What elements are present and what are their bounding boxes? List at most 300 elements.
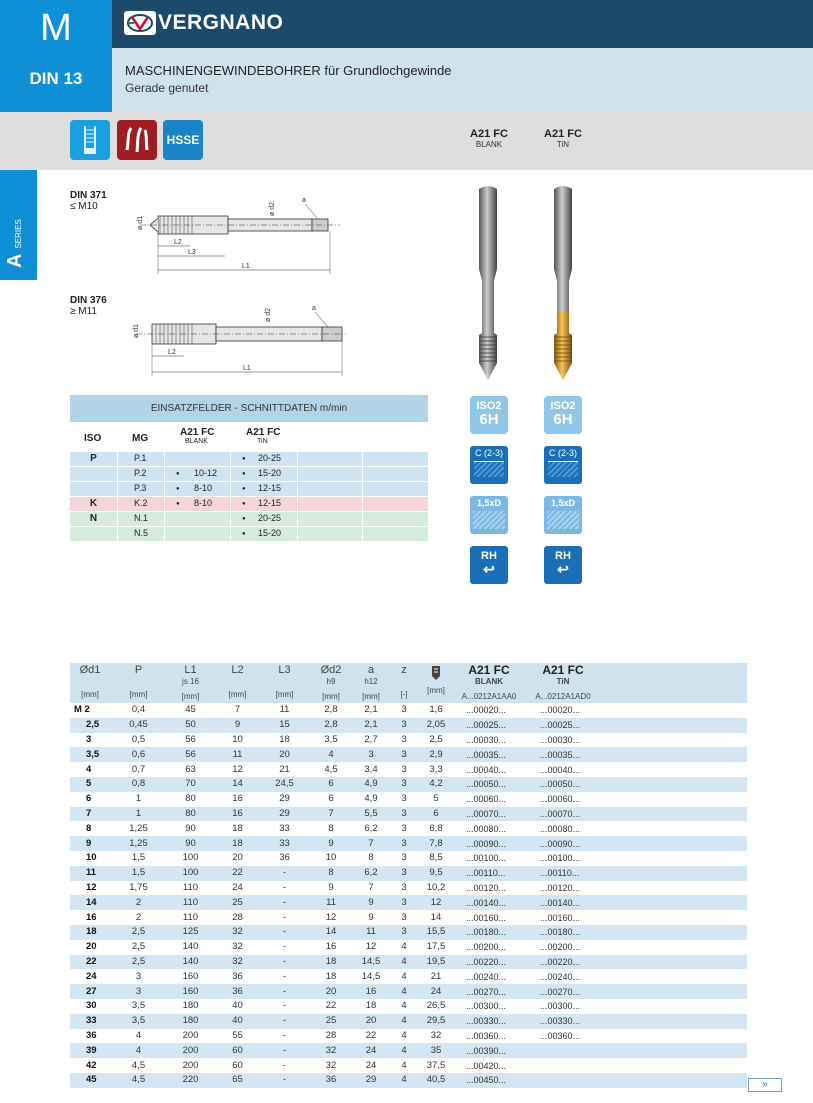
thread-type-box xyxy=(0,0,112,112)
table-cell: 10,2 xyxy=(426,881,446,893)
table-cell: 22 xyxy=(214,866,261,881)
thread-size: 12 xyxy=(86,881,97,893)
table-cell: 2,8 xyxy=(324,704,338,716)
din-376-label xyxy=(70,295,107,317)
rotation-arrow-icon: ↩ xyxy=(483,561,495,577)
dim-l2-label: L2 xyxy=(168,349,176,356)
iso-tolerance-badge xyxy=(470,396,508,434)
empty-cell xyxy=(674,999,747,1014)
col-mg: MG xyxy=(132,433,149,444)
table-cell: 36 xyxy=(214,984,261,999)
table-cell: 37,5 xyxy=(426,1059,446,1071)
thread-size: 33 xyxy=(70,1014,110,1029)
blind-hole-icon xyxy=(70,120,110,160)
column-tolerance xyxy=(110,676,167,685)
din-376-standard: DIN 376 xyxy=(70,295,107,306)
din-371-standard: DIN 371 xyxy=(70,190,107,201)
empty-cell xyxy=(600,747,674,762)
article-code: ...00030... xyxy=(540,734,581,745)
table-row xyxy=(70,881,747,896)
article-code: ...00360... xyxy=(466,1030,507,1041)
table-header xyxy=(70,663,747,703)
empty-cell xyxy=(674,1073,747,1088)
table-cell: 3 xyxy=(401,852,407,864)
empty-cell xyxy=(600,1073,674,1088)
cutting-data-row xyxy=(70,452,428,467)
empty-cell xyxy=(674,821,747,836)
table-cell: 8 xyxy=(328,822,334,834)
table-cell: 25 xyxy=(308,1014,354,1029)
table-cell: 10 xyxy=(325,852,337,864)
empty-cell xyxy=(600,777,674,792)
dim-l2-label: L2 xyxy=(174,239,182,246)
article-code: ...00035... xyxy=(452,747,526,762)
table-cell: 15,5 xyxy=(420,925,452,940)
thread-size: 22 xyxy=(70,955,110,970)
empty-cell xyxy=(600,807,674,822)
product-title: MASCHINENGEWINDEBOHRER für Grundlochgewinde xyxy=(125,63,452,78)
thread-size: M 2 xyxy=(74,704,90,716)
column-label: a xyxy=(367,664,375,676)
chamfer-label: C (2-3) xyxy=(474,448,503,458)
table-cell: 32 xyxy=(325,1059,337,1071)
table-cell: 63 xyxy=(185,763,196,775)
tool-header-blank xyxy=(454,128,524,149)
column-label: Ød1 xyxy=(79,664,101,676)
table-cell: 45 xyxy=(185,704,196,716)
column-label: z xyxy=(401,664,407,676)
table-cell: - xyxy=(261,925,308,940)
table-cell: 29 xyxy=(354,1073,388,1088)
iso-class-bottom: 6H xyxy=(553,411,573,428)
empty-cell xyxy=(600,895,674,910)
table-cell: 4 xyxy=(135,1029,142,1041)
table-cell: 4,5 xyxy=(324,763,338,775)
table-cell: 5 xyxy=(433,793,439,805)
table-cell: 3 xyxy=(401,733,407,745)
table-cell: 4 xyxy=(388,1014,420,1029)
table-cell: 100 xyxy=(182,852,199,864)
table-cell: 4 xyxy=(388,955,420,970)
article-code: ...00330... xyxy=(526,1014,600,1029)
table-cell: 24 xyxy=(232,881,243,893)
table-cell: 6,2 xyxy=(364,822,378,834)
table-cell: 110 xyxy=(182,911,199,923)
series-tab xyxy=(0,170,37,280)
article-code: ...00025... xyxy=(452,718,526,733)
thread-size: 30 xyxy=(86,1000,97,1012)
table-cell: 36 xyxy=(308,1073,354,1088)
column-unit: [mm] xyxy=(322,692,340,701)
tool-image-blank xyxy=(470,185,506,381)
depth-badge xyxy=(470,496,508,534)
table-cell: 7 xyxy=(354,836,388,851)
column-tolerance xyxy=(214,676,261,685)
speed-tin: 12-15 xyxy=(258,498,282,508)
table-cell: 0,5 xyxy=(131,733,146,745)
chamfer-badge xyxy=(470,446,508,484)
table-cell: 29,5 xyxy=(420,1014,452,1029)
dim-a-label: a xyxy=(312,305,316,312)
table-cell: 40,5 xyxy=(420,1073,452,1088)
table-cell: 125 xyxy=(167,925,214,940)
table-cell: - xyxy=(282,911,287,923)
table-cell: 0,7 xyxy=(131,763,146,775)
empty-cell xyxy=(674,1029,747,1044)
table-cell: 80 xyxy=(185,793,196,805)
table-cell: 2,1 xyxy=(364,704,378,716)
table-cell: 8,5 xyxy=(429,852,443,864)
article-code: ...00360... xyxy=(540,1030,581,1041)
depth-icon xyxy=(473,511,505,529)
article-code: ...00120... xyxy=(466,882,507,893)
table-cell: 12 xyxy=(365,941,377,953)
drill-diameter-icon xyxy=(420,665,452,681)
table-cell: 160 xyxy=(167,984,214,999)
column-tolerance: js 16 xyxy=(182,677,199,686)
thread-size: 3 xyxy=(86,733,92,745)
column-header xyxy=(214,663,261,703)
column-header xyxy=(452,663,526,703)
empty-cell xyxy=(600,999,674,1014)
column-unit: [mm] xyxy=(228,690,247,699)
table-cell: 15 xyxy=(261,718,308,733)
empty-cell xyxy=(674,881,747,896)
empty-cell xyxy=(674,762,747,777)
logo-icon xyxy=(124,11,156,35)
table-cell: 17,5 xyxy=(426,941,446,953)
table-cell: 12 xyxy=(420,895,452,910)
table-cell: 11 xyxy=(308,895,354,910)
thread-size: 2,5 xyxy=(70,718,110,733)
table-cell: 7 xyxy=(368,881,374,893)
table-cell: 7 xyxy=(308,807,354,822)
article-code: ...00025... xyxy=(526,718,600,733)
column-tolerance xyxy=(388,676,420,685)
article-code: ...00300... xyxy=(540,1001,581,1012)
table-cell: 8 xyxy=(368,852,374,864)
usage-dot-icon: ● xyxy=(242,486,246,492)
title-bar xyxy=(112,48,813,112)
table-cell: 7 xyxy=(234,704,241,716)
table-cell: 60 xyxy=(232,1059,243,1071)
col-tool-2-coating: TiN xyxy=(257,438,268,445)
tool-image-tin xyxy=(545,185,581,381)
speed-tin: 20-25 xyxy=(258,453,282,463)
article-code: ...00080... xyxy=(540,823,581,834)
rotation-badge xyxy=(470,546,508,584)
cutting-data-rows xyxy=(70,452,428,542)
table-cell: - xyxy=(261,984,308,999)
article-code: ...00100... xyxy=(540,853,581,864)
column-unit: [-] xyxy=(400,690,408,699)
dimension-table xyxy=(70,663,747,1088)
table-row xyxy=(70,807,747,822)
table-cell: 3,5 xyxy=(131,1000,146,1012)
table-cell: 4,5 xyxy=(131,1059,146,1071)
empty-cell xyxy=(600,851,674,866)
iso-tolerance-badge xyxy=(544,396,582,434)
thread-size: 27 xyxy=(70,984,110,999)
table-cell: 50 xyxy=(167,718,214,733)
col-tool-1-coating: BLANK xyxy=(185,438,208,445)
table-cell: 2,5 xyxy=(131,941,146,953)
column-tolerance xyxy=(70,676,110,685)
article-code: ...00200... xyxy=(540,942,581,953)
speed-tin: 20-25 xyxy=(258,513,282,523)
thread-size: 20 xyxy=(86,941,97,953)
column-header xyxy=(110,663,167,703)
cutting-data-row xyxy=(70,497,428,512)
table-cell: 65 xyxy=(214,1073,261,1088)
series-letter: A xyxy=(4,253,26,268)
article-code: ...00050... xyxy=(452,777,526,792)
table-cell: - xyxy=(282,1029,287,1041)
thread-size: 8 xyxy=(86,822,92,834)
table-cell: 21 xyxy=(279,763,290,775)
empty-cell xyxy=(600,733,674,748)
table-cell: 22 xyxy=(365,1029,377,1041)
table-row xyxy=(70,955,747,970)
iso-group: P xyxy=(90,453,97,464)
table-cell: 20 xyxy=(232,852,243,864)
column-unit: [mm] xyxy=(427,686,445,695)
table-cell: 4 xyxy=(388,1073,420,1088)
din-376-range: ≥ M11 xyxy=(70,306,97,317)
table-cell: 3,4 xyxy=(364,763,378,775)
table-cell: 14 xyxy=(308,925,354,940)
article-code: ...00060... xyxy=(466,794,507,805)
usage-dot-icon: ● xyxy=(242,456,246,462)
dim-d2-label: ø d2 xyxy=(269,201,276,216)
article-code: ...00030... xyxy=(466,734,507,745)
table-cell: 6 xyxy=(308,777,354,792)
dim-d1-label: ø d1 xyxy=(133,323,140,338)
table-cell: 25 xyxy=(214,895,261,910)
chamfer-icon xyxy=(548,461,578,477)
table-row xyxy=(70,792,747,807)
table-cell: 0,6 xyxy=(110,747,167,762)
thread-size: 18 xyxy=(70,925,110,940)
table-row xyxy=(70,969,747,984)
article-code xyxy=(526,1058,600,1073)
table-cell: 3 xyxy=(401,822,407,834)
table-cell: 4,2 xyxy=(420,777,452,792)
cutting-data-title: EINSATZFELDER - SCHNITTDATEN m/min xyxy=(70,395,428,422)
speed-blank: 8-10 xyxy=(194,483,213,493)
table-cell: 4 xyxy=(308,747,354,762)
table-cell: 35 xyxy=(420,1043,452,1058)
iso-class-top: ISO2 xyxy=(550,400,576,412)
article-code: ...00090... xyxy=(452,836,526,851)
table-cell: 32 xyxy=(430,1029,442,1041)
table-row xyxy=(70,777,747,792)
table-cell: - xyxy=(261,955,308,970)
empty-cell xyxy=(600,703,674,718)
table-cell: 180 xyxy=(167,1014,214,1029)
thread-size: 9 xyxy=(70,836,110,851)
empty-cell xyxy=(674,910,747,925)
iso-group: N xyxy=(89,513,98,524)
table-cell: 18 xyxy=(214,836,261,851)
article-code: ...00220... xyxy=(526,955,600,970)
table-cell: 9 xyxy=(308,836,354,851)
next-page-button[interactable]: » xyxy=(748,1078,782,1092)
table-row xyxy=(70,999,747,1014)
table-cell: 32 xyxy=(214,925,261,940)
table-cell: 4 xyxy=(110,1043,167,1058)
table-cell: 16 xyxy=(214,807,261,822)
table-cell: 32 xyxy=(232,941,243,953)
table-cell: 10 xyxy=(232,733,243,745)
empty-cell xyxy=(600,1014,674,1029)
table-cell: 28 xyxy=(325,1029,337,1041)
article-code: ...00060... xyxy=(540,794,581,805)
column-tolerance: TiN xyxy=(556,677,570,686)
table-cell: 3 xyxy=(401,793,407,805)
material-group: N.1 xyxy=(134,513,149,523)
table-cell: 6,2 xyxy=(354,866,388,881)
depth-label: 1,5xD xyxy=(476,498,502,508)
table-cell: 1 xyxy=(135,793,142,805)
table-cell: 24 xyxy=(354,1043,388,1058)
table-cell: - xyxy=(282,970,287,982)
table-cell: 3 xyxy=(354,747,388,762)
empty-cell xyxy=(674,969,747,984)
table-cell: 9 xyxy=(214,718,261,733)
table-body xyxy=(70,703,747,1088)
usage-dot-icon: ● xyxy=(176,501,180,507)
table-cell: 200 xyxy=(182,1059,199,1071)
material-group: P.3 xyxy=(134,483,147,493)
empty-cell xyxy=(600,836,674,851)
table-cell: 40 xyxy=(214,1014,261,1029)
table-cell: 3 xyxy=(401,911,407,923)
thread-size: 14 xyxy=(70,895,110,910)
empty-cell xyxy=(600,866,674,881)
column-header xyxy=(308,663,354,703)
iso-group: K xyxy=(89,498,98,509)
empty-cell xyxy=(600,984,674,999)
table-cell: 3 xyxy=(388,777,420,792)
table-cell: 18 xyxy=(308,955,354,970)
table-cell: 0,45 xyxy=(110,718,167,733)
table-cell: - xyxy=(261,1014,308,1029)
thread-size: 5 xyxy=(70,777,110,792)
article-code: ...00160... xyxy=(540,912,581,923)
feature-icon-bar xyxy=(0,112,813,170)
table-cell: 1,75 xyxy=(129,881,148,893)
table-cell: 4 xyxy=(401,1029,407,1041)
chamfer-badge xyxy=(544,446,582,484)
empty-cell xyxy=(674,777,747,792)
table-cell: 18 xyxy=(365,1000,377,1012)
table-cell: 18 xyxy=(279,733,290,745)
table-cell: - xyxy=(261,895,308,910)
table-cell: 3 xyxy=(388,836,420,851)
article-code: ...00040... xyxy=(466,764,507,775)
table-row xyxy=(70,1029,747,1044)
column-unit: [mm] xyxy=(181,692,200,701)
table-cell: 26,5 xyxy=(426,1000,446,1012)
table-cell: 36 xyxy=(279,852,290,864)
article-code: ...00390... xyxy=(452,1043,526,1058)
table-cell: 2 xyxy=(110,895,167,910)
thread-size: 39 xyxy=(70,1043,110,1058)
table-cell: - xyxy=(261,1043,308,1058)
table-cell: 5,5 xyxy=(354,807,388,822)
column-label: Ød2 xyxy=(320,664,342,676)
table-cell: 3 xyxy=(401,763,407,775)
table-cell: 1,25 xyxy=(129,822,148,834)
empty-cell xyxy=(674,718,747,733)
empty-cell xyxy=(600,1058,674,1073)
thread-size: 6 xyxy=(86,793,92,805)
empty-cell xyxy=(674,955,747,970)
table-cell: 2,5 xyxy=(110,925,167,940)
usage-dot-icon: ● xyxy=(242,516,246,522)
cutting-data-row xyxy=(70,527,428,542)
table-row xyxy=(70,895,747,910)
chamfer-icon xyxy=(474,461,504,477)
table-cell: 220 xyxy=(167,1073,214,1088)
table-cell: 200 xyxy=(182,1029,199,1041)
table-cell: 4,9 xyxy=(354,777,388,792)
empty-cell xyxy=(600,910,674,925)
column-unit: A...0212A1AA0 xyxy=(461,692,517,701)
empty-cell xyxy=(674,984,747,999)
table-cell: 160 xyxy=(182,970,199,982)
article-code: ...00180... xyxy=(452,925,526,940)
col-tool-1: A21 FC xyxy=(180,427,215,438)
table-row xyxy=(70,1058,747,1073)
table-cell: 2,5 xyxy=(429,733,443,745)
chip-evacuation-icon xyxy=(117,120,157,160)
table-cell: 33 xyxy=(279,822,290,834)
empty-cell xyxy=(674,1058,747,1073)
table-cell: 4 xyxy=(401,1000,407,1012)
table-cell: 70 xyxy=(167,777,214,792)
thread-letter: M xyxy=(40,7,72,49)
thread-size: 4 xyxy=(86,763,92,775)
table-cell: 110 xyxy=(167,895,214,910)
table-cell: 9 xyxy=(368,911,374,923)
rotation-label: RH xyxy=(481,550,497,562)
usage-dot-icon: ● xyxy=(242,501,246,507)
article-code: ...00160... xyxy=(466,912,507,923)
article-code: ...00420... xyxy=(466,1060,507,1071)
empty-column-header xyxy=(674,663,747,703)
top-bar xyxy=(0,0,813,48)
empty-cell xyxy=(674,792,747,807)
table-row xyxy=(70,984,747,999)
article-code: ...00100... xyxy=(466,853,507,864)
table-cell: 200 xyxy=(167,1043,214,1058)
empty-cell xyxy=(674,836,747,851)
table-cell: 36 xyxy=(232,970,243,982)
table-cell: 24,5 xyxy=(261,777,308,792)
table-row xyxy=(70,733,747,748)
table-cell: 110 xyxy=(182,881,199,893)
empty-cell xyxy=(674,895,747,910)
article-code xyxy=(526,1043,600,1058)
col-tool-2: A21 FC xyxy=(246,427,281,438)
table-cell: 4 xyxy=(401,1059,407,1071)
thread-size: 36 xyxy=(86,1029,97,1041)
table-cell: 6 xyxy=(420,807,452,822)
table-cell: 3,3 xyxy=(429,763,443,775)
empty-cell xyxy=(674,747,747,762)
